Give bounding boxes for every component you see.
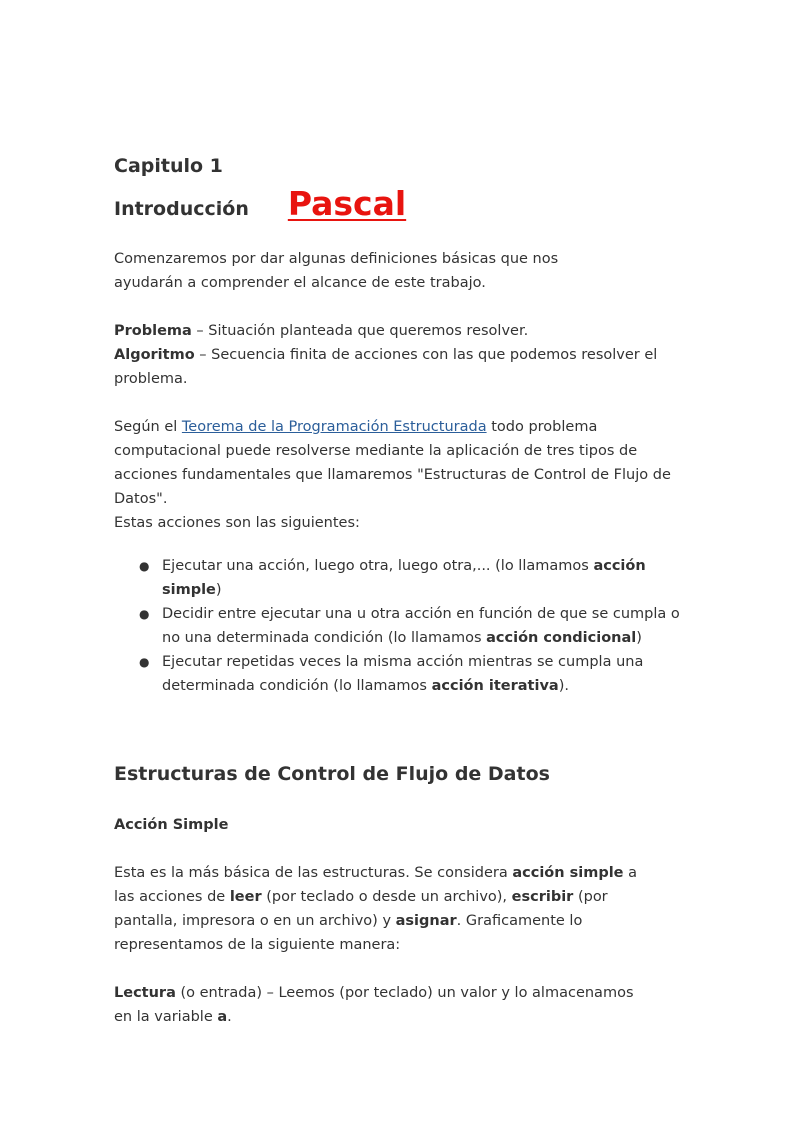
- list-item-end: ): [636, 630, 642, 646]
- bullet-icon: ●: [139, 607, 150, 621]
- list-item-text: Ejecutar repetidas veces la misma acción mientras se cumpla una determinada condición (lo llamamos: [162, 654, 644, 694]
- theorem-before: Según el: [114, 419, 182, 435]
- bullet-icon: ●: [139, 559, 150, 573]
- list-item-text: Ejecutar una acción, luego otra, luego otra,... (lo llamamos: [162, 558, 594, 574]
- simple-action-paragraph: [114, 861, 644, 957]
- definition-term: Problema: [114, 323, 192, 339]
- actions-list: [114, 554, 694, 698]
- text-span: (por pantalla, impresora o en un archivo) y: [114, 889, 608, 929]
- list-item-text: Decidir entre ejecutar una u otra acción en función de que se cumpla o no una determinada condición (lo llamamos: [162, 606, 680, 646]
- bold-span: acción simple: [512, 865, 624, 881]
- text-span: (o entrada) – Leemos (por teclado) un valor y lo almacenamos en la variable: [114, 985, 634, 1025]
- bold-span: asignar: [395, 913, 457, 929]
- list-item-end: ).: [558, 678, 569, 694]
- definition-algoritmo: [114, 347, 657, 387]
- bullet-icon: ●: [139, 655, 150, 669]
- list-item-bold: acción iterativa: [431, 678, 559, 694]
- text-span: a las acciones de: [114, 865, 638, 905]
- text-span: .: [227, 1009, 232, 1025]
- page-title: Pascal: [287, 184, 407, 223]
- reading-paragraph: [114, 981, 654, 1029]
- intro-paragraph: Comenzaremos por dar algunas definiciones básicas que nos ayudarán a comprender el alcance de este trabajo.: [114, 251, 559, 291]
- definition-text: – Situación planteada que queremos resolver.: [191, 323, 529, 339]
- bold-span: Lectura: [114, 985, 176, 1001]
- simple-action-heading: Acción Simple: [114, 817, 229, 833]
- list-item-bold: acción simple: [162, 558, 646, 598]
- text-span: . Graficamente lo representamos de la siguiente manera:: [114, 913, 583, 953]
- intro-heading: Introducción: [114, 198, 249, 220]
- definition-problema: [114, 323, 528, 339]
- list-item: [114, 554, 682, 602]
- theorem-link[interactable]: Teorema de la Programación Estructurada: [181, 419, 487, 435]
- theorem-after: todo problema computacional puede resolverse mediante la aplicación de tres tipos de acciones fundamentales que llamaremos "Estructuras de Control de Flujo de Datos".: [114, 419, 671, 507]
- list-item: [114, 602, 682, 650]
- definition-text: – Secuencia finita de acciones con las que podemos resolver el problema.: [114, 347, 658, 387]
- structures-heading: Estructuras de Control de Flujo de Datos: [114, 763, 550, 785]
- bold-span: escribir: [511, 889, 574, 905]
- definition-term: Algoritmo: [114, 347, 195, 363]
- chapter-heading: Capitulo 1: [114, 155, 223, 177]
- list-item: [114, 650, 682, 698]
- actions-intro: Estas acciones son las siguientes:: [114, 515, 360, 531]
- bold-span: leer: [229, 889, 262, 905]
- text-span: Esta es la más básica de las estructuras. Se considera: [114, 865, 513, 881]
- list-item-end: ): [215, 582, 222, 598]
- theorem-paragraph: [114, 415, 684, 511]
- definitions-block: [114, 319, 694, 391]
- list-item-bold: acción condicional: [486, 630, 637, 646]
- text-span: (por teclado o desde un archivo),: [261, 889, 512, 905]
- bold-span: a: [217, 1009, 228, 1025]
